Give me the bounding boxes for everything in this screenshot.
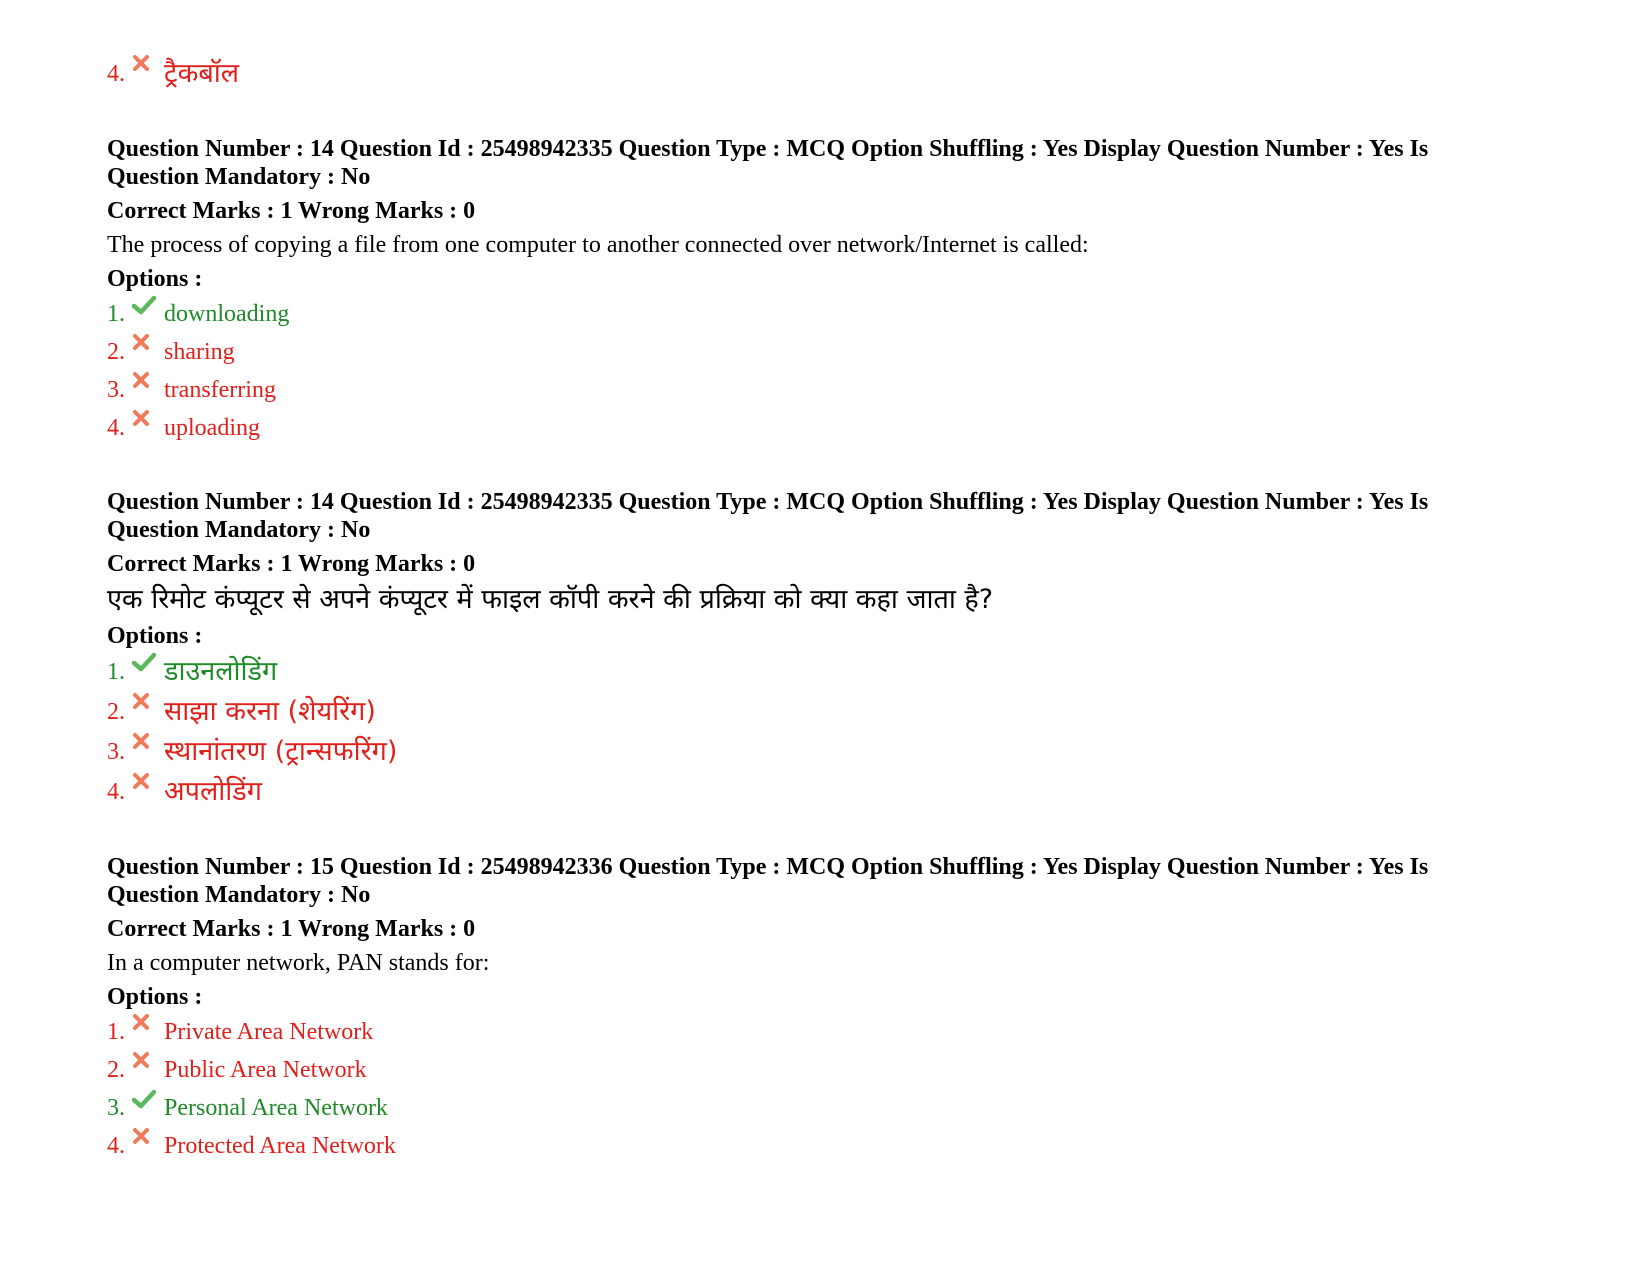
cross-icon: [132, 1127, 164, 1145]
option-row: [107, 337, 1507, 367]
question-block: [107, 853, 1507, 1161]
cross-icon: [132, 1013, 164, 1031]
option-number: 2.: [107, 699, 125, 725]
option-row: [107, 1093, 1507, 1123]
option-text: डाउनलोडिंग: [164, 656, 278, 687]
option-text: uploading: [164, 415, 260, 441]
check-icon: [132, 295, 164, 315]
option-number: 2.: [107, 339, 125, 365]
option-number: 3.: [107, 739, 125, 765]
options-label: Options :: [107, 984, 203, 1010]
option-number: 2.: [107, 1057, 125, 1083]
option-text: Private Area Network: [164, 1019, 374, 1045]
question-marks: Correct Marks : 1 Wrong Marks : 0: [107, 551, 476, 577]
cross-icon: [132, 333, 164, 351]
check-icon: [132, 1089, 164, 1109]
option-number: 4.: [107, 415, 125, 441]
option-row: [107, 1055, 1507, 1085]
cross-icon: [132, 1051, 164, 1069]
options-label: Options :: [107, 623, 203, 649]
option-number: 1.: [107, 659, 125, 685]
option-row: [107, 413, 1507, 443]
option-number: 4.: [107, 779, 125, 805]
option-text: transferring: [164, 377, 276, 403]
check-icon: [132, 652, 164, 672]
option-number: 4.: [107, 1133, 125, 1159]
option-row: [107, 656, 1507, 688]
option-row: [107, 1131, 1507, 1161]
cross-icon: [132, 409, 164, 427]
option-number: 1.: [107, 1019, 125, 1045]
option-row: [107, 58, 1507, 90]
question-meta: Question Number : 14 Question Id : 25498942335 Question Type : MCQ Option Shuffling : Yes Display Question Number : Yes Is Question Mandatory : No: [107, 136, 1429, 190]
option-text: साझा करना (शेयरिंग): [164, 696, 376, 727]
option-number: 1.: [107, 301, 125, 327]
option-text: downloading: [164, 301, 290, 327]
cross-icon: [132, 772, 164, 790]
question-paper: [107, 58, 1507, 1169]
question-text: In a computer network, PAN stands for:: [107, 950, 490, 976]
option-text: अपलोडिंग: [164, 776, 262, 807]
option-row: [107, 299, 1507, 329]
question-block: [107, 488, 1507, 808]
cross-icon: [132, 54, 164, 72]
option-number: 3.: [107, 377, 125, 403]
question-meta: Question Number : 14 Question Id : 25498942335 Question Type : MCQ Option Shuffling : Yes Display Question Number : Yes Is Question Mandatory : No: [107, 489, 1429, 543]
cross-icon: [132, 692, 164, 710]
cross-icon: [132, 732, 164, 750]
option-text: Protected Area Network: [164, 1133, 396, 1159]
option-row: [107, 736, 1507, 768]
option-row: [107, 1017, 1507, 1047]
question-text: The process of copying a file from one computer to another connected over network/Internet is called:: [107, 232, 1089, 258]
option-row: [107, 776, 1507, 808]
cross-icon: [132, 371, 164, 389]
option-text: Personal Area Network: [164, 1095, 388, 1121]
option-text: स्थानांतरण (ट्रान्सफरिंग): [164, 736, 398, 767]
options-label: Options :: [107, 266, 203, 292]
option-text: sharing: [164, 339, 235, 365]
option-text: ट्रैकबॉल: [164, 58, 240, 89]
option-row: [107, 375, 1507, 405]
option-row: [107, 696, 1507, 728]
option-number: 3.: [107, 1095, 125, 1121]
question-marks: Correct Marks : 1 Wrong Marks : 0: [107, 198, 476, 224]
option-text: Public Area Network: [164, 1057, 367, 1083]
question-marks: Correct Marks : 1 Wrong Marks : 0: [107, 916, 476, 942]
question-block: [107, 135, 1507, 443]
question-meta: Question Number : 15 Question Id : 25498942336 Question Type : MCQ Option Shuffling : Yes Display Question Number : Yes Is Question Mandatory : No: [107, 854, 1429, 908]
question-text: एक रिमोट कंप्यूटर से अपने कंप्यूटर में फाइल कॉपी करने की प्रक्रिया को क्या कहा जाता है?: [107, 584, 994, 615]
option-number: 4.: [107, 61, 125, 87]
